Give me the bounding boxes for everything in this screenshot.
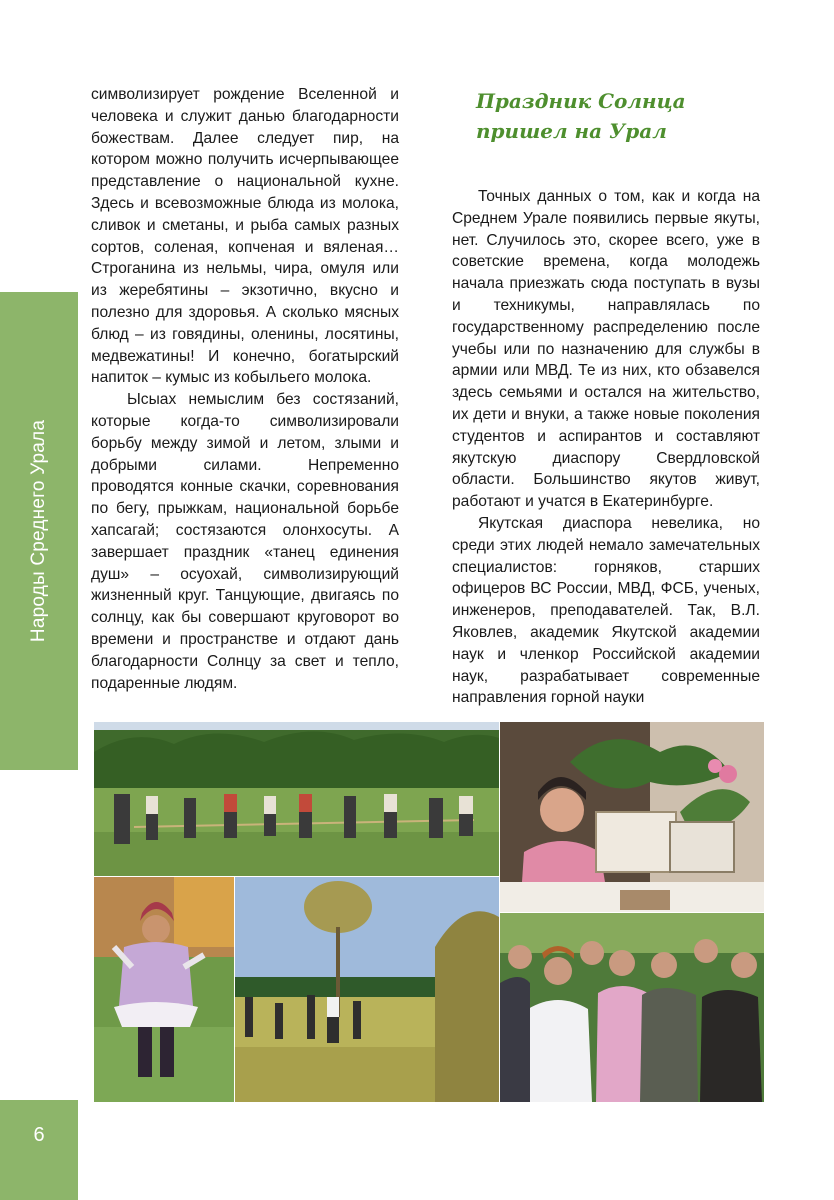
photo-collage bbox=[94, 722, 764, 1102]
left-column bbox=[91, 84, 399, 694]
photo-group bbox=[500, 913, 764, 1102]
photo-tug-of-war bbox=[94, 722, 499, 876]
body-paragraph: символизирует рождение Вселенной и человека и служит данью благодарности божествам. Далее следует пир, на котором можно получить исчерпывающее представление о национальной кухне. Здесь и всевозможные блюда из молока, сливок и сметаны, и рыба самых разных сортов, соленая, копченая и вяленая… Строганина из нельмы, чира, омуля или из жеребятины – экзотично, вкусно и полезно для здоровья. А сколько мясных блюд – из говядины, оленины, лосятины, медвежатины! И конечно, богатырский напиток – кумыс из кобыльего молока. bbox=[91, 86, 399, 387]
body-paragraph: Точных данных о том, как и когда на Среднем Урале появились первые якуты, нет. Случилось это, скорее всего, уже в советские времена, когда молодежь начала приезжать сюда поступать в вузы и техникумы, направлялась по государственному распределению после учебы или по назначению для службы в армии или МВД. Те из них, кто обзавелся здесь семьями и остался на жительство, их дети и внуки, а также новые поколения студентов и аспирантов и составляют якутскую диаспору Свердловской области. Большинство якутов живут, работают и учатся в Екатеринбурге. bbox=[452, 188, 760, 511]
page-number-tab bbox=[0, 1100, 78, 1200]
body-paragraph: Якутская диаспора невелика, но среди этих людей немало замечательных специалистов: горняков, старших офицеров ВС России, МВД, ФСБ, ученых, инженеров, преподавателей. Так, В.Л. Яковлев, академик Якутской академии наук и членкор Российской академии наук, разрабатывает современные направления горной науки bbox=[452, 514, 760, 707]
right-column bbox=[452, 86, 760, 709]
photo-woman-at-table bbox=[500, 722, 764, 912]
section-tab bbox=[0, 292, 78, 770]
photo-dancer bbox=[94, 877, 234, 1102]
heading-line: Праздник Солнца bbox=[476, 89, 686, 113]
heading-line: пришел на Урал bbox=[476, 119, 667, 143]
body-paragraph: Ысыах немыслим без состязаний, которые когда-то символизировали борьбу между зимой и летом, злыми и добрыми силами. Непременно проводятся конные скачки, соревнования по бегу, прыжкам, национальной борьбе хапсагай; состязаются олонхосуты. А завершает праздник «танец единения душ» – осуохай, символизирующий жизненный круг. Танцующие, двигаясь по солнцу, как бы совершают круговорот во времени и пространстве и отдают дань благодарности Солнцу за свет и тепло, подаренные людям. bbox=[91, 391, 399, 692]
article-heading bbox=[452, 86, 760, 146]
section-title: Народы Среднего Урала bbox=[28, 419, 49, 643]
photo-haystack bbox=[235, 877, 499, 1102]
page-number: 6 bbox=[33, 1124, 45, 1146]
